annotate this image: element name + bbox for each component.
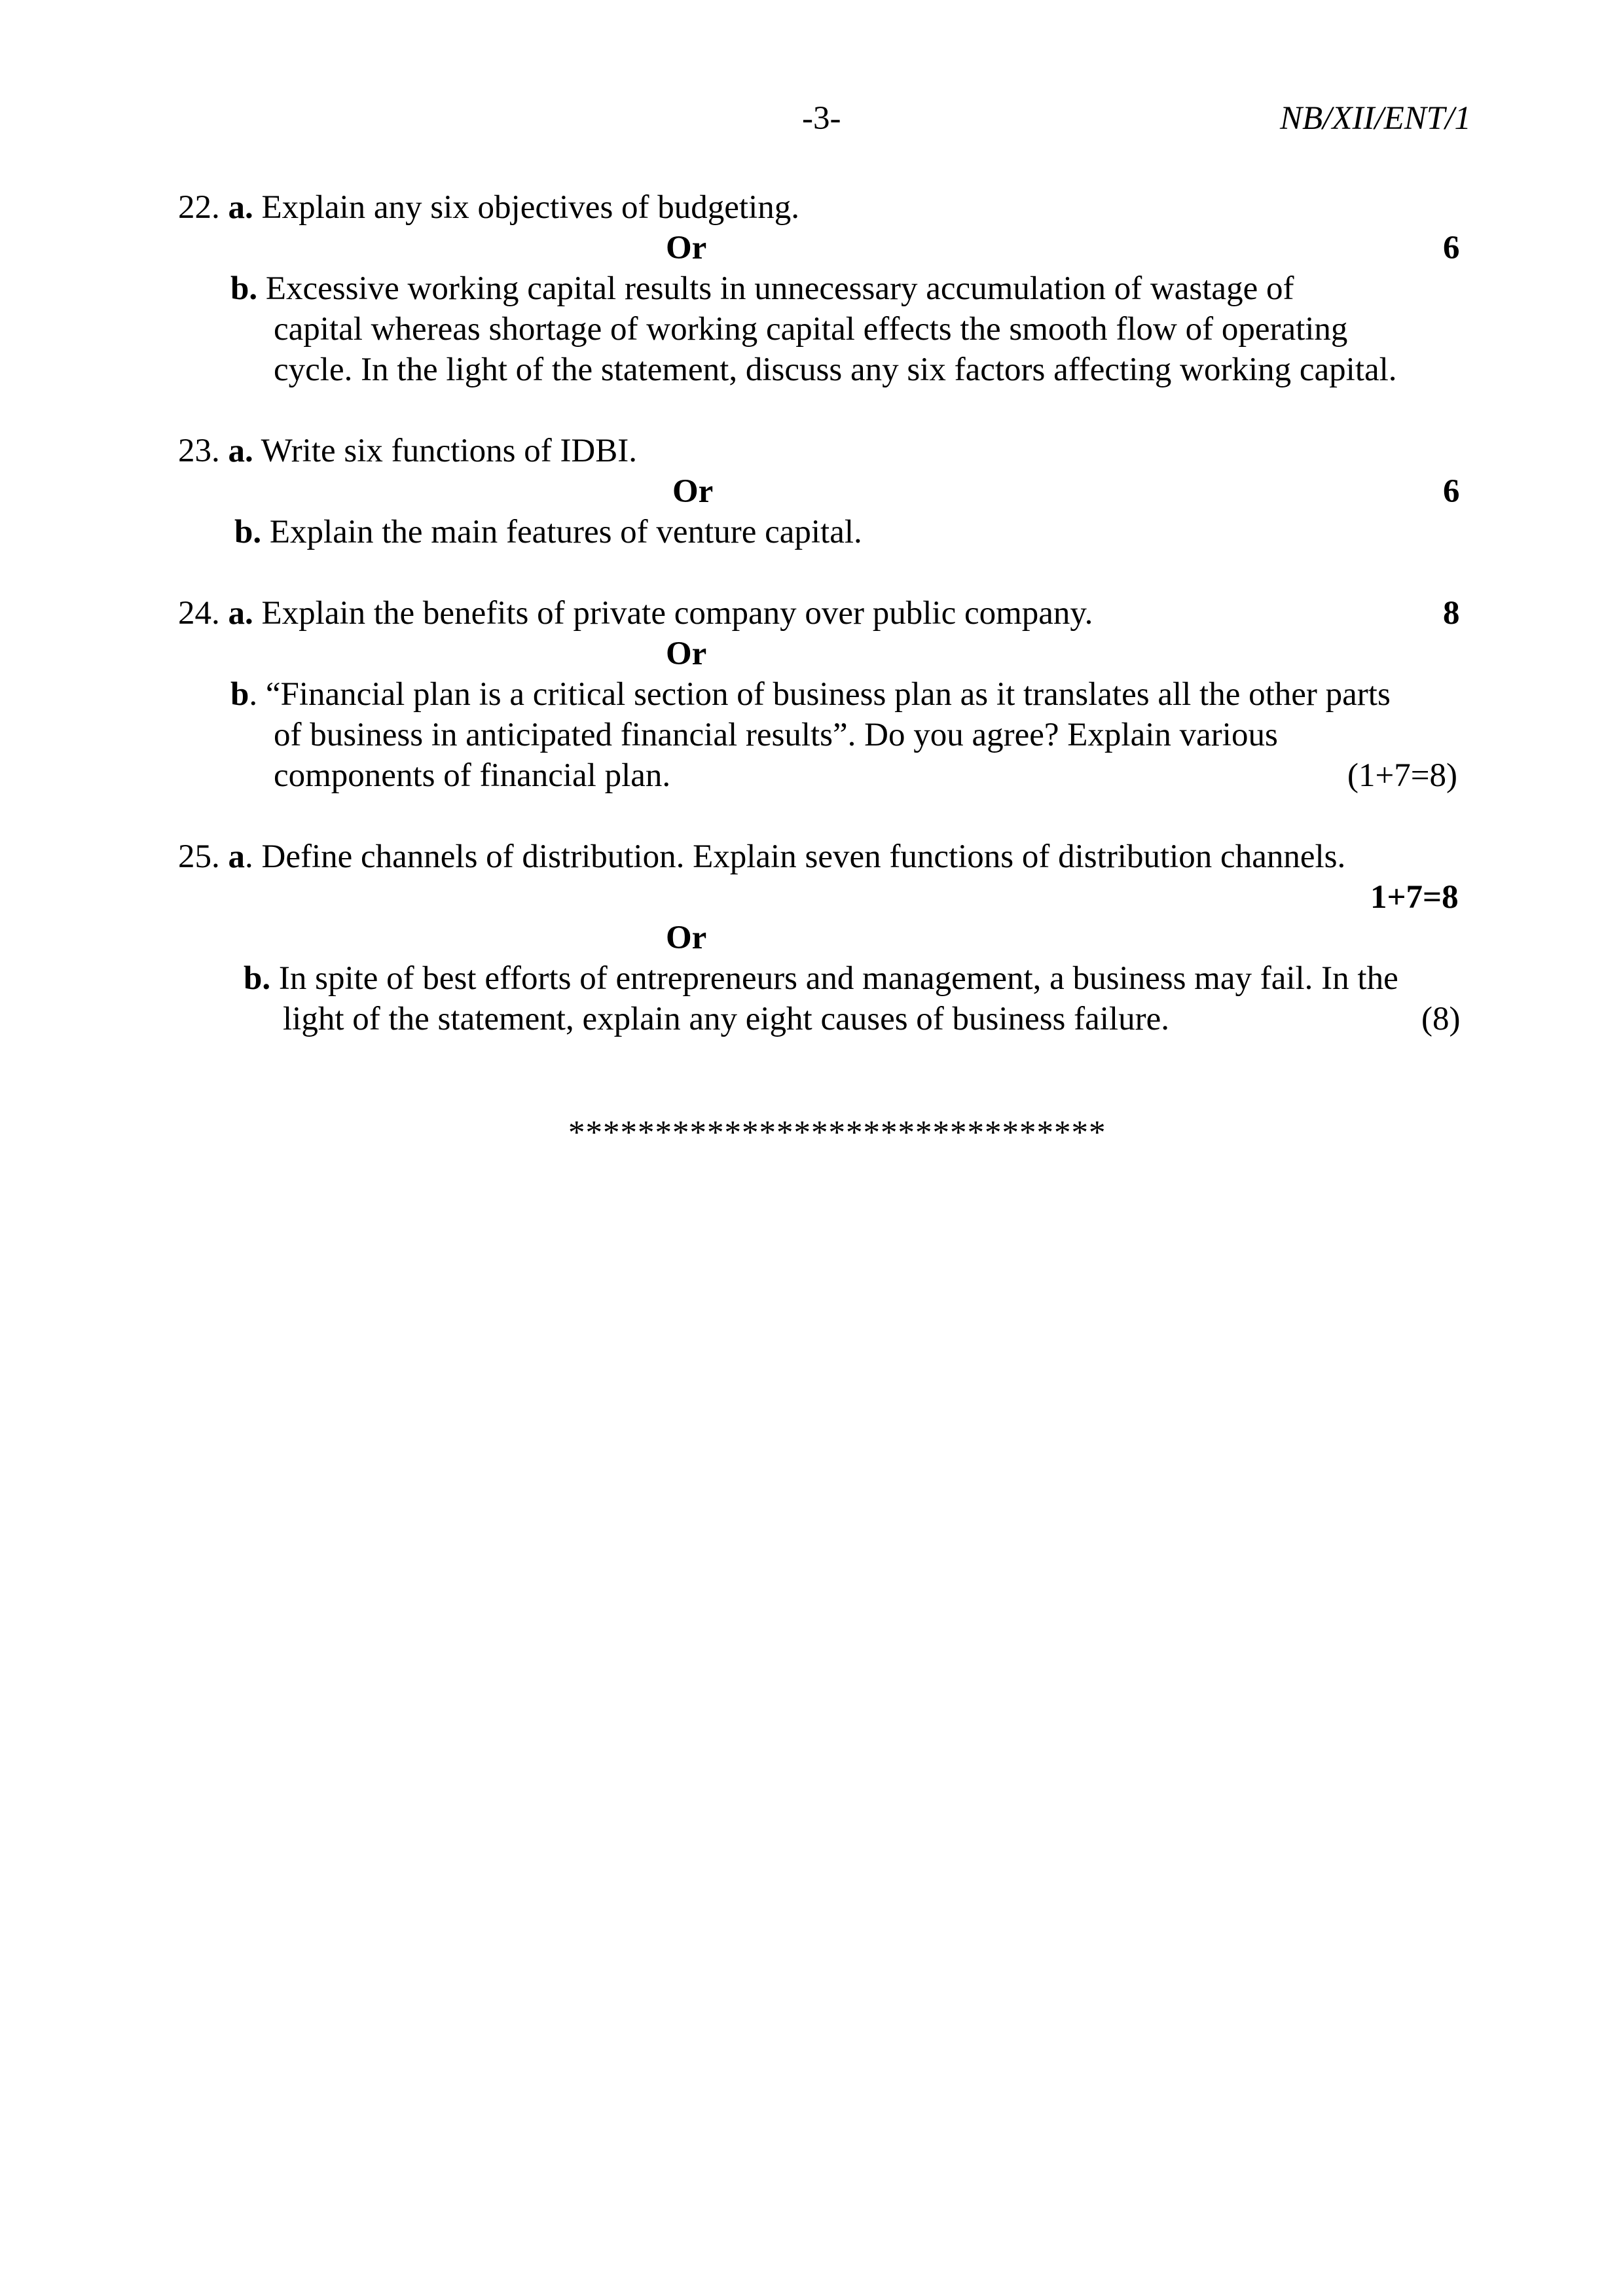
part-label-b: b. [230,270,258,307]
part-b-line: components of financial plan. [274,757,671,794]
marks: 8 [1443,595,1460,632]
marks: (8) [1421,1001,1461,1037]
part-b-line: capital whereas shortage of working capital effects the smooth flow of operating [274,311,1348,348]
part-label-a: a. [228,433,253,469]
or-separator: Or [666,230,707,266]
part-a-text: Explain the benefits of private company over public company. [261,595,1093,632]
part-b-line: light of the statement, explain any eight causes of business failure. [283,1001,1169,1037]
part-label-a: a. [228,595,253,632]
question-number: 23. [178,433,220,469]
part-b-line: cycle. In the light of the statement, discuss any six factors affecting working capital. [274,351,1397,388]
question-a [178,187,799,228]
part-label-b: b. [234,514,262,550]
part-b-line: of business in anticipated financial results”. Do you agree? Explain various [274,717,1278,753]
or-separator: Or [666,920,707,956]
question-a [178,593,1093,634]
marks: (1+7=8) [1347,757,1457,794]
marks: 1+7=8 [1370,879,1459,916]
part-label-a: a. [228,189,253,226]
part-b-line: Explain the main features of venture capital. [269,514,862,550]
question-number: 24. [178,595,220,632]
part-a-text: Write six functions of IDBI. [261,433,638,469]
question-b [230,674,1391,715]
part-a-text: . Define channels of distribution. Explain seven functions of distribution channels. [245,838,1346,875]
page-number: -3- [802,100,841,137]
part-label-b: b. [244,960,271,997]
question-b [234,512,862,552]
question-a [178,431,637,471]
end-of-paper-stars: ******************************* [568,1115,1106,1151]
question-b [244,958,1398,999]
marks: 6 [1443,473,1460,510]
or-separator: Or [672,473,714,510]
question-number: 22. [178,189,220,226]
part-b-line: In spite of best efforts of entrepreneurs and management, a business may fail. In the [278,960,1398,997]
part-b-line: . “Financial plan is a critical section of business plan as it translates all the other parts [249,676,1391,713]
paper-code: NB/XII/ENT/1 [1280,100,1471,137]
marks: 6 [1443,230,1460,266]
part-a-text: Explain any six objectives of budgeting. [261,189,800,226]
question-b [230,268,1294,309]
part-label-a: a [228,838,245,875]
question-a [178,836,1345,877]
question-number: 25. [178,838,220,875]
part-label-b: b [230,676,249,713]
part-b-line: Excessive working capital results in unnecessary accumulation of wastage of [265,270,1294,307]
or-separator: Or [666,636,707,672]
